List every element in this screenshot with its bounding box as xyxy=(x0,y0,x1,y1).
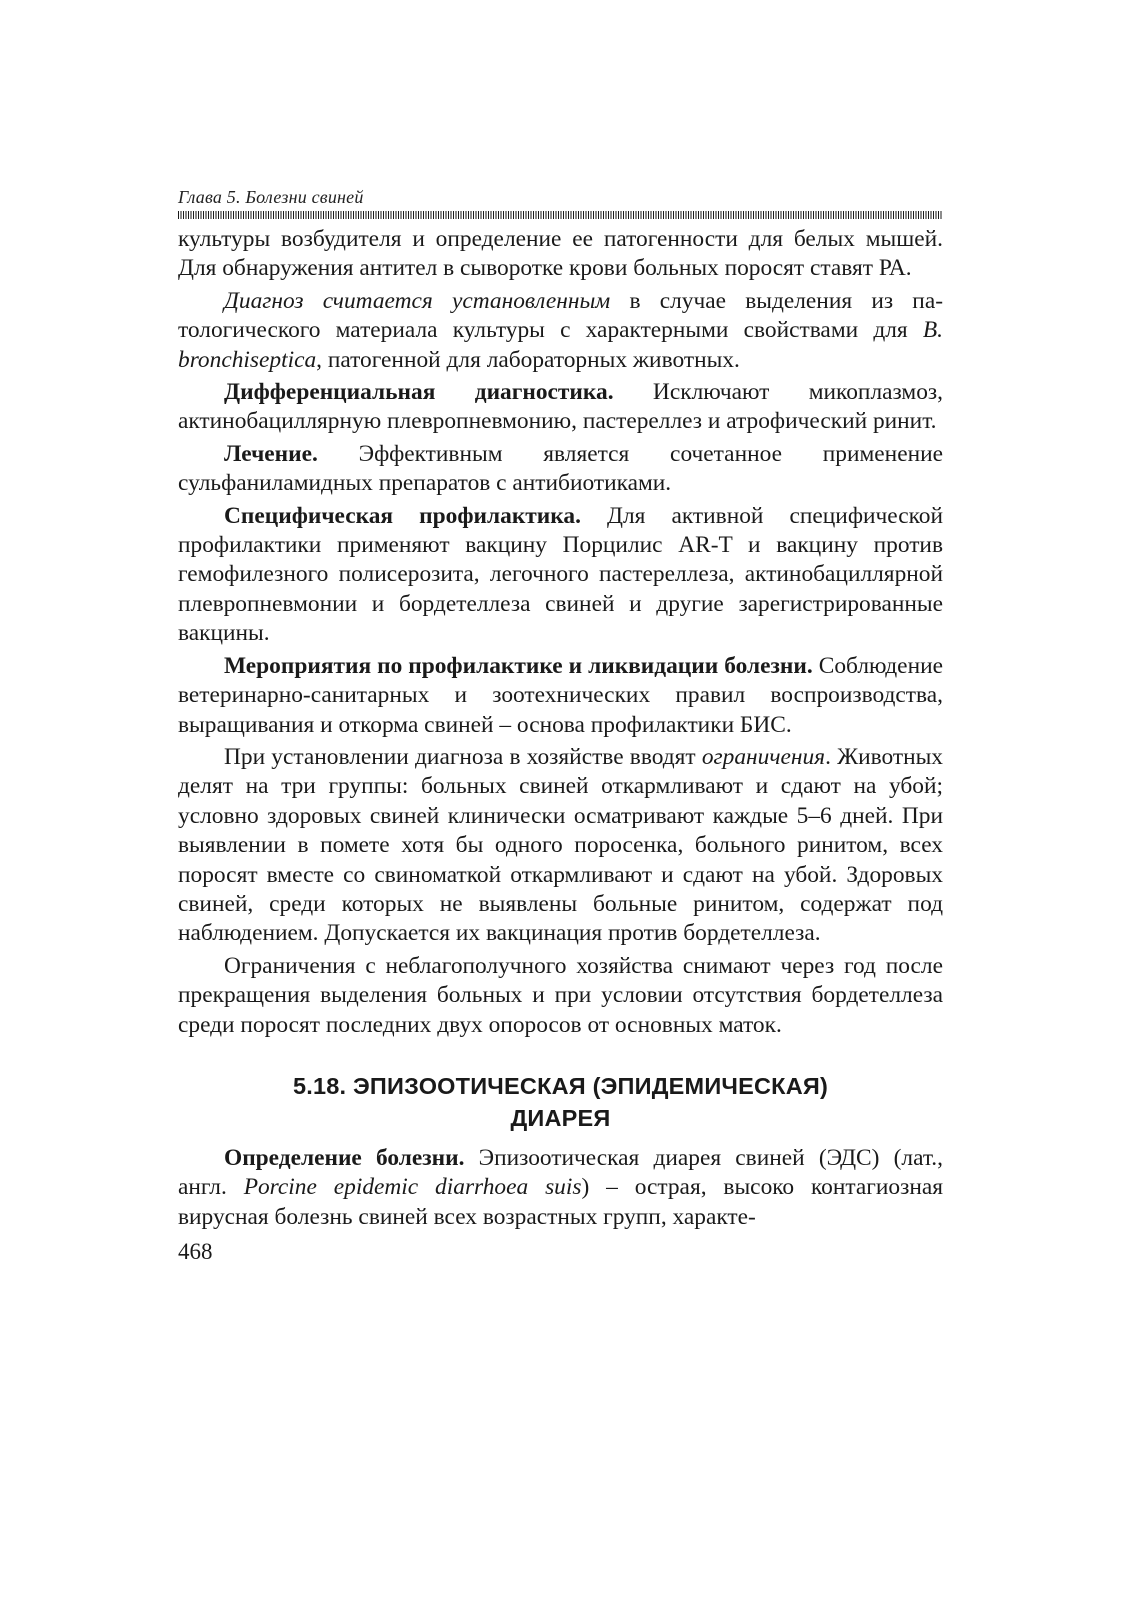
paragraph-text: Эпизоотическая диарея свиней (ЭДС) (лат., англ. xyxy=(178,1144,944,1201)
paragraph-text: Исключают микоплазмоз, актинобациллярную плевропневмонию, пастереллез и атрофический ринит. xyxy=(178,379,943,435)
paragraph-text: ) – острая, высоко контагиозная вирусная болезнь свиней всех возрастных групп, характе- xyxy=(178,1174,943,1230)
paragraph-text: Для активной специфической профилактики применяют вакцину Порцилис AR-T и вакцину против гемофилезного полисерозита, легочного пастереллеза, актинобациллярной плевропневмонии и бордетеллеза свиней и другие зарегистрированные вакцины. xyxy=(178,502,943,647)
page-number: 468 xyxy=(178,1239,213,1265)
bold-lead: Лечение. xyxy=(224,440,318,467)
paragraph-measures xyxy=(178,652,943,740)
bold-lead: Специфическая профилактика. xyxy=(224,502,581,529)
paragraph-restrictions xyxy=(178,743,943,949)
bold-lead: Мероприятия по профилактике и ликвидации болезни. xyxy=(224,652,813,679)
paragraph-diagnosis xyxy=(178,287,943,375)
section-title-line-1: 5.18. ЭПИЗООТИЧЕСКАЯ (ЭПИДЕМИЧЕСКАЯ) xyxy=(293,1072,828,1099)
italic-lead: Диагноз считается установленным xyxy=(224,287,611,314)
species-name: B. bronchiseptica xyxy=(178,317,943,373)
header-rule xyxy=(178,211,943,219)
book-page xyxy=(178,186,943,1266)
paragraph-text: , патогенной для лабораторных животных. xyxy=(316,346,740,373)
paragraph-specific-prophylaxis xyxy=(178,502,943,649)
body-text xyxy=(178,225,943,1232)
paragraph-text: Соблюдение ветеринарно-санитарных и зоотехнических правил воспроизводства, выращивания и откорма свиней – основа профилактики БИС. xyxy=(178,652,943,738)
bold-lead: Дифференциальная диагностика. xyxy=(224,379,614,406)
paragraph-lifting-restrictions: Ограничения с неблагополучного хозяйства снимают через год после прекращения выделения больных и при условии отсутствия бордетеллеза среди поросят последних двух опоросов от основных маток. xyxy=(178,952,943,1038)
latin-name: Porcine epidemic diarrhoea suis xyxy=(243,1174,582,1201)
paragraph-text: Эффективным является сочетанное применение сульфаниламидных препаратов с антибиотиками. xyxy=(178,440,943,497)
paragraph-1: культуры возбудителя и определение ее патогенности для белых мышей. Для обнаружения антител в сыворотке крови больных поросят ставят РА. xyxy=(178,226,943,282)
section-title-line-2: ДИАРЕЯ xyxy=(510,1104,611,1131)
paragraph-differential-diagnosis xyxy=(178,378,943,437)
italic-term: ограничения xyxy=(701,743,826,770)
paragraph-text: в случае выделения из патологического материала культуры с характерными свойствами для xyxy=(178,287,943,344)
running-head: Глава 5. Болезни свиней xyxy=(178,187,364,207)
paragraph-definition xyxy=(178,1144,943,1232)
paragraph-treatment xyxy=(178,440,943,499)
paragraph-text: При установлении диагноза в хозяйстве вводят xyxy=(224,743,702,770)
bold-lead: Определение болезни. xyxy=(224,1144,465,1171)
section-title xyxy=(178,1070,943,1134)
paragraph-text: . Животных делят на три группы: больных свиней откармливают и сдают на убой; условно здоровых свиней клинически осматривают каждые 5–6 дней. При выявлении в помете хотя бы одного поросенка, больного ринитом, всех поросят вместе со свиноматкой откармливают и сдают на убой. Здоровых свиней, среди которых не выявлены больные ринитом, содержат под наблюдением. Допускается их вакцинация против бордетеллеза. xyxy=(178,743,944,947)
